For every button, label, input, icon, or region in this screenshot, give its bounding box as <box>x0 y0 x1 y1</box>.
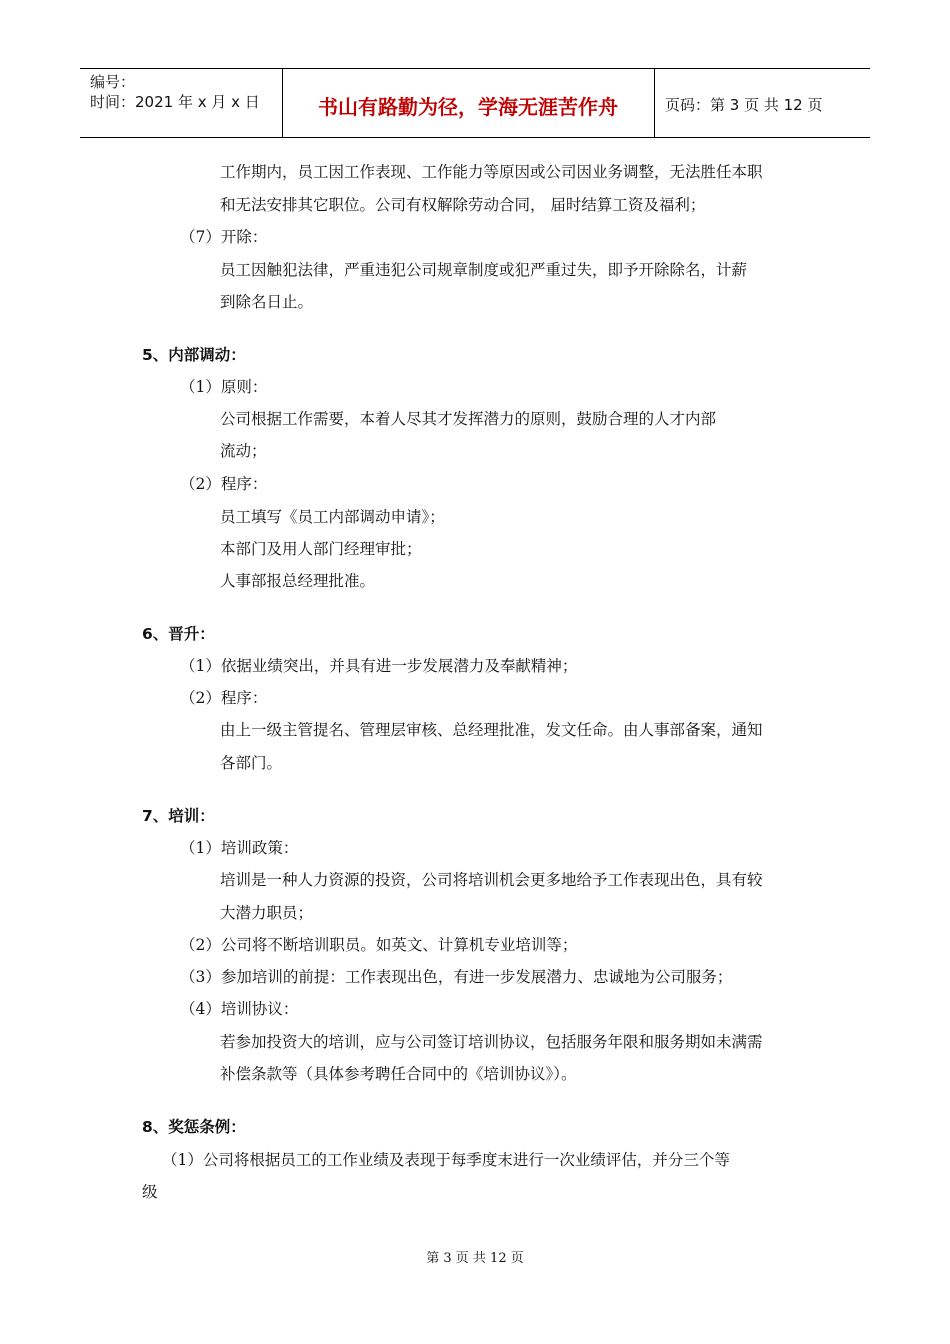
paragraph-line: 若参加投资大的培训，应与公司签订培训协议，包括服务年限和服务期如未满需 <box>220 1033 763 1051</box>
paragraph-line: 和无法安排其它职位。公司有权解除劳动合同， 届时结算工资及福利； <box>220 196 706 214</box>
paragraph-line: 由上一级主管提名、管理层审核、总经理批准，发文任命。由人事部备案，通知 <box>220 721 763 739</box>
list-item: （1）公司将根据员工的工作业绩及表现于每季度末进行一次业绩评估，并分三个等 <box>162 1151 730 1169</box>
list-item-label: （4）培训协议： <box>180 1000 299 1018</box>
header-motto-cell <box>282 69 655 137</box>
paragraph-line: 级 <box>142 1183 158 1201</box>
section-heading: 5、内部调动： <box>142 346 246 364</box>
paragraph-line: 各部门。 <box>220 754 283 772</box>
header-motto: 书山有路勤为径，学海无涯苦作舟 <box>318 95 618 119</box>
header-meta-cell <box>80 69 283 137</box>
list-item-label: （2）程序： <box>180 475 268 493</box>
paragraph-line: 员工因触犯法律，严重违犯公司规章制度或犯严重过失，即予开除除名，计薪 <box>220 261 748 279</box>
paragraph-line: 培训是一种人力资源的投资，公司将培训机会更多地给予工作表现出色，具有较 <box>220 871 763 889</box>
paragraph-line: 本部门及用人部门经理审批； <box>220 540 422 558</box>
page-footer: 第 3 页 共 12 页 <box>426 1251 524 1266</box>
paragraph-line: 到除名日止。 <box>220 293 314 311</box>
section-heading: 7、培训： <box>142 807 215 825</box>
list-item: （3）参加培训的前提：工作表现出色，有进一步发展潜力、忠诚地为公司服务； <box>180 968 733 986</box>
paragraph-line: 员工填写《员工内部调动申请》； <box>220 508 445 526</box>
list-item-label: （1）培训政策： <box>180 839 299 857</box>
list-item: （2）公司将不断培训职员。如英文、计算机专业培训等； <box>180 936 578 954</box>
section-heading: 8、奖惩条例： <box>142 1118 246 1136</box>
list-item-label: （1）原则： <box>180 378 268 396</box>
list-item-label: （7）开除： <box>180 228 268 246</box>
paragraph-line: 工作期内，员工因工作表现、工作能力等原因或公司因业务调整，无法胜任本职 <box>220 163 763 181</box>
document-date: 时间：2021 年 x 月 x 日 <box>90 93 260 111</box>
list-item-label: （2）程序： <box>180 689 268 707</box>
paragraph-line: 公司根据工作需要，本着人尽其才发挥潜力的原则，鼓励合理的人才内部 <box>220 410 717 428</box>
paragraph-line: 大潜力职员； <box>220 904 314 922</box>
document-number-label: 编号： <box>90 73 136 91</box>
list-item: （1）依据业绩突出，并具有进一步发展潜力及奉献精神； <box>180 657 578 675</box>
paragraph-line: 人事部报总经理批准。 <box>220 572 376 590</box>
header-page-cell <box>655 69 870 137</box>
section-heading: 6、晋升： <box>142 625 215 643</box>
page-header <box>80 68 870 138</box>
paragraph-line: 流动； <box>220 442 267 460</box>
paragraph-line: 补偿条款等（具体参考聘任合同中的《培训协议》）。 <box>220 1065 577 1083</box>
header-page-info: 页码：第 3 页 共 12 页 <box>665 96 823 114</box>
